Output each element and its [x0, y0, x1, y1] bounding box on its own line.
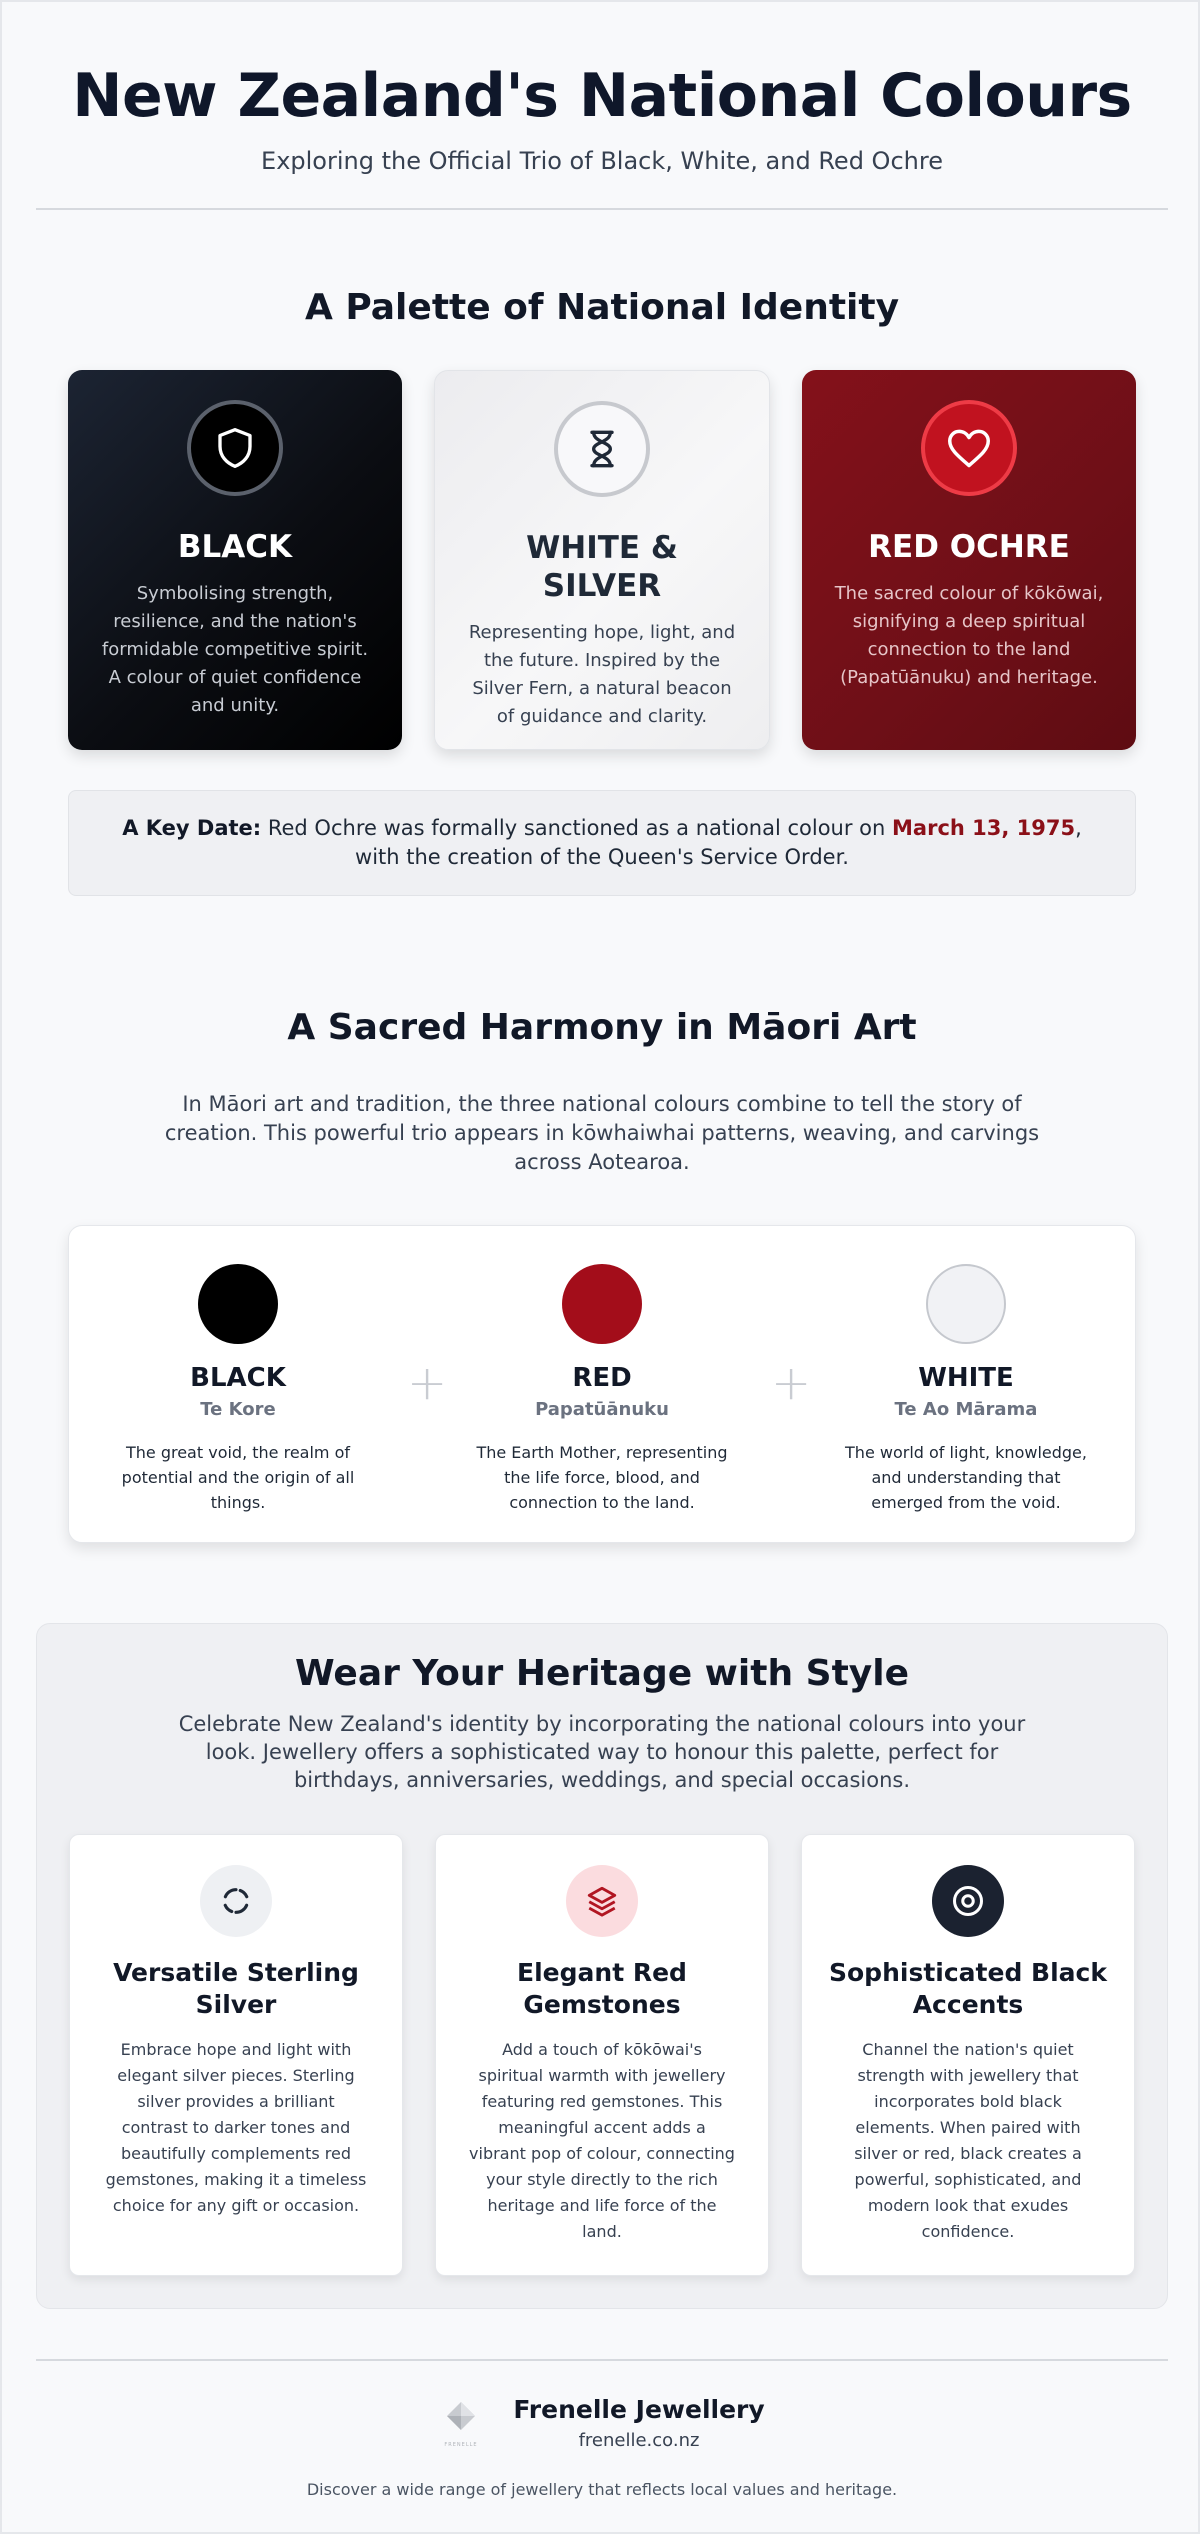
shield-icon — [187, 400, 283, 496]
style-card-red — [435, 1834, 769, 2276]
harmony-item-white — [797, 1264, 1135, 1515]
color-swatch-white — [926, 1264, 1006, 1344]
palette-card-name: RED OCHRE — [868, 529, 1070, 565]
palette-card-name: WHITE & SILVER — [526, 530, 678, 604]
page-title: New Zealand's National Colours — [72, 61, 1132, 131]
page-subtitle: Exploring the Official Trio of Black, White, and Red Ochre — [261, 147, 943, 175]
harmony-item-description: The world of light, knowledge, and understanding that emerged from the void. — [845, 1443, 1087, 1512]
style-card-title: Versatile Sterling Silver — [113, 1958, 359, 2019]
style-card-title: Sophisticated Black Accents — [829, 1958, 1107, 2019]
harmony-item-name: RED — [572, 1363, 632, 1393]
key-date-callout — [68, 790, 1136, 896]
palette-card-description: Representing hope, light, and the future. Inspired by the Silver Fern, a natural beacon of guidance and clarity. — [468, 622, 736, 727]
color-swatch-red — [562, 1264, 642, 1344]
harmony-section — [2, 1006, 1200, 1543]
style-card-description: Add a touch of kōkōwai's spiritual warmth with jewellery featuring red gemstones. This meaningful accent adds a vibrant pop of colour, connecting your style directly to the rich heritage and life force of the land. — [469, 2040, 735, 2241]
target-icon — [932, 1865, 1004, 1937]
palette-card-description: The sacred colour of kōkōwai, signifying a deep spiritual connection to the land (Papatūānuku) and heritage. — [834, 583, 1104, 688]
brand-name: Frenelle Jewellery — [513, 2395, 765, 2424]
style-intro: Celebrate New Zealand's identity by incorporating the national colours into your look. Jewellery offers a sophisticated way to honour this palette, perfect for birthdays, anniversaries, weddings, and special occasions. — [178, 1712, 1026, 1792]
harmony-item-maori-name: Papatūānuku — [535, 1399, 669, 1420]
hourglass-icon — [554, 401, 650, 497]
harmony-item-maori-name: Te Ao Mārama — [894, 1399, 1038, 1420]
harmony-item-description: The Earth Mother, representing the life force, blood, and connection to the land. — [476, 1443, 728, 1512]
heart-icon — [921, 400, 1017, 496]
harmony-item-red — [433, 1264, 771, 1515]
key-date-label: A Key Date: — [122, 816, 262, 840]
style-card-silver — [69, 1834, 403, 2276]
plus-separator: + — [771, 1355, 812, 1411]
key-date-text-before: Red Ochre was formally sanctioned as a national colour on — [261, 816, 893, 840]
footer-divider — [36, 2359, 1168, 2361]
harmony-item-black — [69, 1264, 407, 1515]
page — [2, 2, 1200, 2501]
palette-section — [2, 286, 1200, 896]
harmony-title: A Sacred Harmony in Māori Art — [287, 1007, 917, 1048]
layers-icon — [566, 1865, 638, 1937]
palette-cards — [2, 370, 1200, 750]
footer-tagline: Discover a wide range of jewellery that reflects local values and heritage. — [306, 2480, 898, 2499]
footer-brand-row — [2, 2395, 1200, 2453]
page-footer — [2, 2395, 1200, 2501]
footer-brand — [513, 2395, 764, 2453]
plus-separator: + — [407, 1355, 448, 1411]
rotate-icon — [200, 1865, 272, 1937]
harmony-item-name: WHITE — [918, 1363, 1014, 1393]
style-cards — [37, 1834, 1167, 2276]
harmony-item-description: The great void, the realm of potential and the origin of all things. — [121, 1443, 355, 1512]
key-date-text-after: , with the creation of the Queen's Service Order. — [355, 816, 1082, 869]
style-card-description: Embrace hope and light with elegant silver pieces. Sterling silver provides a brilliant contrast to darker tones and beautifully complements red gemstones, making it a timeless choice for any gift or occasion. — [105, 2040, 367, 2215]
palette-card-description: Symbolising strength, resilience, and the nation's formidable competitive spirit. A colour of quiet confidence and unity. — [101, 583, 369, 716]
style-title: Wear Your Heritage with Style — [294, 1653, 910, 1694]
palette-title: A Palette of National Identity — [304, 287, 900, 328]
palette-card-name: BLACK — [177, 529, 293, 565]
palette-card-white — [434, 370, 770, 750]
harmony-card — [68, 1225, 1136, 1543]
harmony-item-maori-name: Te Kore — [200, 1399, 276, 1420]
svg-text:FRENELLE: FRENELLE — [444, 2442, 478, 2448]
style-card-title: Elegant Red Gemstones — [517, 1958, 687, 2019]
color-swatch-black — [198, 1264, 278, 1344]
palette-card-black — [68, 370, 402, 750]
harmony-item-name: BLACK — [190, 1363, 286, 1393]
page-header — [2, 2, 1200, 176]
brand-url-link[interactable]: frenelle.co.nz — [578, 2430, 700, 2451]
style-card-black — [801, 1834, 1135, 2276]
style-card-description: Channel the nation's quiet strength with jewellery that incorporates bold black elements. When paired with silver or red, black creates a powerful, sophisticated, and modern look that exudes confidence. — [854, 2040, 1082, 2241]
key-date-text — [99, 814, 1105, 872]
palette-card-red-ochre — [802, 370, 1136, 750]
header-divider — [36, 208, 1168, 210]
style-section — [36, 1623, 1168, 2309]
key-date-value: March 13, 1975 — [892, 816, 1076, 840]
harmony-intro: In Māori art and tradition, the three national colours combine to tell the story of creation. This powerful trio appears in kōwhaiwhai patterns, weaving, and carvings across Aotearoa. — [164, 1092, 1040, 1174]
frenelle-logo-icon — [439, 2398, 483, 2450]
